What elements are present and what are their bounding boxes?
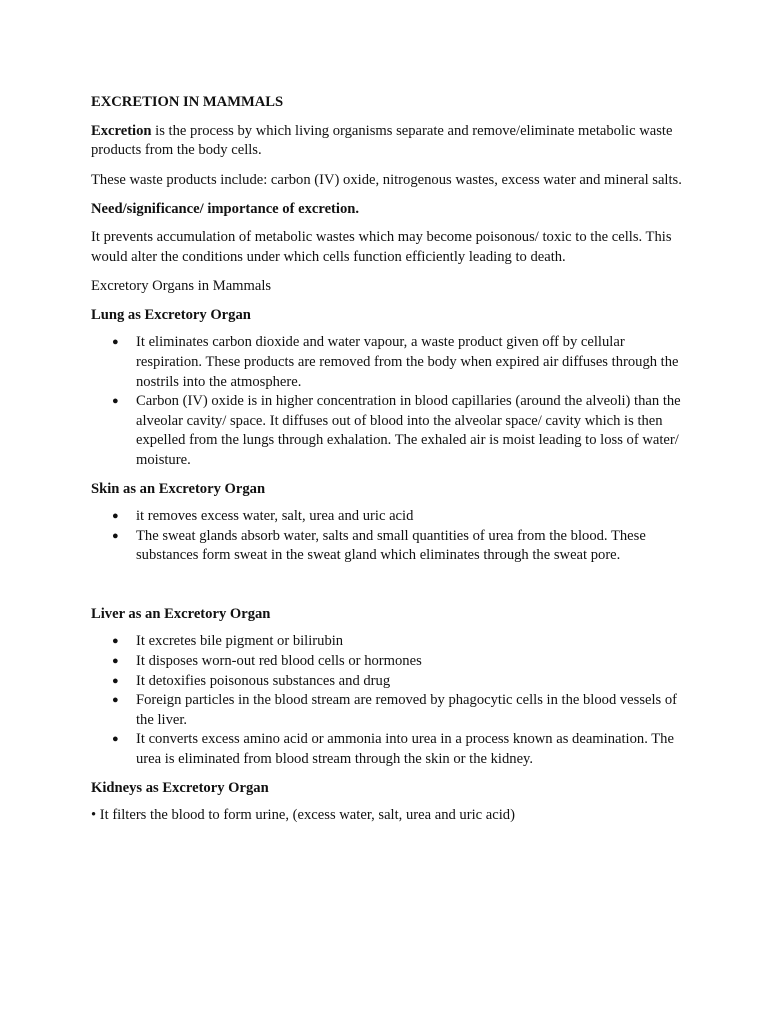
list-item (91, 507, 691, 527)
waste-products-paragraph: These waste products include: carbon (IV) oxide, nitrogenous wastes, excess water and mineral salts. (91, 171, 682, 188)
definition-term: Excretion (91, 122, 152, 139)
list-item-text: It excretes bile pigment or bilirubin (136, 633, 344, 650)
list-item-text: It disposes worn-out red blood cells or hormones (136, 653, 422, 670)
kidneys-paragraph: • It filters the blood to form urine, (excess water, salt, urea and uric acid) (91, 807, 515, 824)
bullet-icon: ● (112, 395, 119, 408)
bullet-icon: ● (112, 694, 119, 707)
bullet-icon: ● (112, 635, 119, 648)
list-item (91, 392, 691, 470)
section-spacer (91, 575, 691, 605)
liver-list (91, 632, 691, 769)
list-item (91, 632, 691, 652)
lung-heading: Lung as Excretory Organ (91, 306, 251, 323)
bullet-icon: ● (112, 510, 119, 523)
list-item (91, 691, 691, 730)
organs-heading: Excretory Organs in Mammals (91, 278, 272, 295)
list-item-text: Carbon (IV) oxide is in higher concentration in blood capillaries (around the alveoli) than the alveolar cavity/ space. It diffuses out of blood into the alveolar space/ cavity which is then expelled from the lungs through exhalation. The exhaled air is moist leading to loss of water/ moisture. (136, 393, 681, 468)
list-item (91, 333, 691, 392)
list-item (91, 672, 691, 692)
bullet-icon: ● (112, 655, 119, 668)
liver-heading: Liver as an Excretory Organ (91, 605, 271, 622)
bullet-icon: ● (112, 733, 119, 746)
kidneys-heading: Kidneys as Excretory Organ (91, 779, 269, 796)
list-item-text: It converts excess amino acid or ammonia into urea in a process known as deamination. The urea is eliminated from blood stream through the skin or the kidney. (136, 731, 674, 768)
significance-heading: Need/significance/ importance of excretion. (91, 201, 360, 218)
list-item-text: It eliminates carbon dioxide and water vapour, a waste product given off by cellular respiration. These products are removed from the body when expired air diffuses through the nostrils into the atmosphere. (136, 334, 679, 390)
list-item-text: It detoxifies poisonous substances and drug (136, 672, 391, 689)
list-item (91, 730, 691, 769)
bullet-icon: ● (112, 336, 119, 349)
bullet-icon: ● (112, 674, 119, 687)
significance-paragraph: It prevents accumulation of metabolic wastes which may become poisonous/ toxic to the cells. This would alter the conditions under which cells function efficiently leading to death. (91, 228, 672, 265)
document-content (91, 93, 691, 826)
list-item-text: it removes excess water, salt, urea and uric acid (136, 508, 414, 525)
list-item (91, 652, 691, 672)
document-title: EXCRETION IN MAMMALS (91, 94, 284, 110)
bullet-icon: ● (112, 529, 119, 542)
definition-text: is the process by which living organisms separate and remove/eliminate metabolic waste products from the body cells. (91, 122, 673, 159)
skin-list (91, 507, 691, 566)
definition-paragraph (91, 122, 691, 161)
skin-heading: Skin as an Excretory Organ (91, 480, 266, 497)
list-item-text: The sweat glands absorb water, salts and small quantities of urea from the blood. These substances form sweat in the sweat gland which eliminates through the sweat pore. (136, 527, 646, 564)
list-item-text: Foreign particles in the blood stream are removed by phagocytic cells in the blood vessels of the liver. (136, 692, 678, 728)
lung-list (91, 333, 691, 470)
list-item (91, 527, 691, 566)
